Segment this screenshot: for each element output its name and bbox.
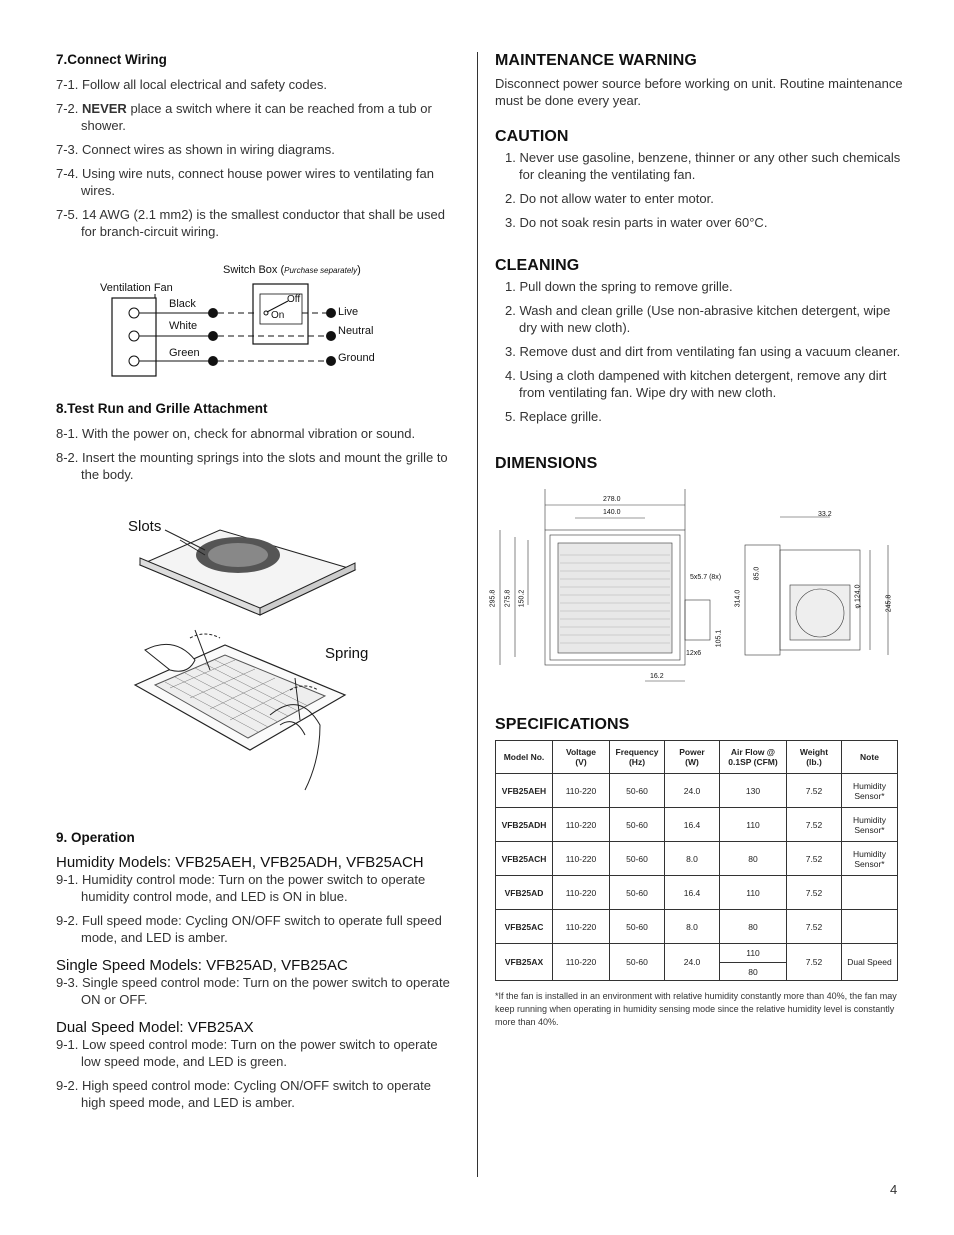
dim-124: φ 124.0 xyxy=(854,584,862,609)
cell-note: Humidity Sensor* xyxy=(842,808,898,842)
cell-weight: 7.52 xyxy=(787,876,842,910)
cell-model: VFB25AEH xyxy=(496,774,553,808)
on-label: On xyxy=(271,310,285,321)
dim-hole: 12x6 xyxy=(686,650,702,657)
dimension-drawing xyxy=(490,485,910,685)
dual-step-2: 9-2. High speed control mode: Cycling ON/OFF switch to operate high speed mode, and LED is amber. xyxy=(56,1078,431,1110)
maintenance-text: Disconnect power source before working on unit. Routine maintenance must be done every year. xyxy=(495,76,903,108)
cell-voltage: 110-220 xyxy=(553,808,610,842)
single-speed-title: Single Speed Models: VFB25AD, VFB25AC xyxy=(56,957,348,974)
caution-title: CAUTION xyxy=(495,128,569,145)
dim-140: 140.0 xyxy=(603,509,621,516)
off-label: Off xyxy=(287,294,301,305)
cell-weight: 7.52 xyxy=(787,774,842,808)
dim-slot: 5x5.7 (8x) xyxy=(690,574,722,581)
ground-label: Ground xyxy=(338,352,375,364)
cell-model: VFB25AX xyxy=(496,944,553,981)
cell-frequency: 50-60 xyxy=(610,774,665,808)
cell-weight: 7.52 xyxy=(787,910,842,944)
black-wire-label: Black xyxy=(169,298,196,310)
wiring-step-2-text: place a switch where it can be reached from a tub or shower. xyxy=(81,101,432,133)
cell-power: 16.4 xyxy=(665,876,720,910)
single-step-1: 9-3. Single speed control mode: Turn on the power switch to operate ON or OFF. xyxy=(56,975,450,1007)
ventilation-fan-label: Ventilation Fan xyxy=(100,282,173,294)
wiring-diagram xyxy=(95,260,395,380)
section-9 xyxy=(56,830,456,1111)
cell-voltage: 110-220 xyxy=(553,944,610,981)
cell-weight: 7.52 xyxy=(787,842,842,876)
right-column xyxy=(495,52,905,425)
cell-model: VFB25ADH xyxy=(496,808,553,842)
cell-voltage: 110-220 xyxy=(553,774,610,808)
cleaning-item-4: 4. Using a cloth dampened with kitchen detergent, remove any dirt from ventilating fan. Wipe dry with new cloth. xyxy=(505,368,887,400)
cell-note xyxy=(842,876,898,910)
cell-frequency: 50-60 xyxy=(610,910,665,944)
cell-model: VFB25ACH xyxy=(496,842,553,876)
cell-voltage: 110-220 xyxy=(553,842,610,876)
caution-item-3: 3. Do not soak resin parts in water over 60°C. xyxy=(505,215,768,230)
spring-label: Spring xyxy=(325,645,369,662)
dim-105: 105.1 xyxy=(715,629,723,648)
section-8-title: 8.Test Run and Grille Attachment xyxy=(56,401,268,416)
cell-power: 8.0 xyxy=(665,910,720,944)
dim-295: 295.8 xyxy=(489,589,497,608)
wiring-step-5: 7-5. 14 AWG (2.1 mm2) is the smallest conductor that shall be used for branch-circuit wiring. xyxy=(56,207,445,239)
header-airflow: Air Flow @ 0.1SP (CFM) xyxy=(720,741,787,774)
footnote: *If the fan is installed in an environment with relative humidity constantly more than 40%, the fan may keep running when operating in humidity sensing mode since the relative humidity level is constantly more than 40%. xyxy=(495,991,897,1027)
table-row xyxy=(496,876,898,910)
specifications-table xyxy=(495,740,898,981)
cell-airflow: 80 xyxy=(720,910,787,944)
dim-85: 85.0 xyxy=(753,566,761,581)
humidity-models-title: Humidity Models: VFB25AEH, VFB25ADH, VFB25ACH xyxy=(56,854,424,871)
cell-airflow-low: 80 xyxy=(720,963,787,981)
humidity-step-2: 9-2. Full speed mode: Cycling ON/OFF switch to operate full speed mode, and LED is amber. xyxy=(56,913,442,945)
white-wire-label: White xyxy=(169,320,198,332)
caution-item-1: 1. Never use gasoline, benzene, thinner or any other such chemicals for cleaning the ventilating fan. xyxy=(505,150,901,182)
specifications-table-wrap xyxy=(495,740,898,981)
cell-weight: 7.52 xyxy=(787,808,842,842)
caution-item-2: 2. Do not allow water to enter motor. xyxy=(505,191,714,206)
cell-frequency: 50-60 xyxy=(610,808,665,842)
table-row xyxy=(496,774,898,808)
left-column xyxy=(56,52,456,240)
section-7-title: 7.Connect Wiring xyxy=(56,52,167,67)
neutral-label: Neutral xyxy=(338,325,374,337)
cleaning-title: CLEANING xyxy=(495,257,580,274)
header-voltage: Voltage (V) xyxy=(553,741,610,774)
cell-frequency: 50-60 xyxy=(610,876,665,910)
dual-step-1: 9-1. Low speed control mode: Turn on the power switch to operate low speed mode, and LED is green. xyxy=(56,1037,438,1069)
cleaning-item-1: 1. Pull down the spring to remove grille. xyxy=(505,279,733,294)
table-row xyxy=(496,944,898,963)
header-note: Note xyxy=(842,741,898,774)
wiring-step-2 xyxy=(56,100,456,134)
wiring-step-2-number: 7-2. xyxy=(56,101,79,116)
cell-airflow: 110 xyxy=(720,808,787,842)
dim-150: 150.2 xyxy=(518,589,526,608)
header-model: Model No. xyxy=(496,741,553,774)
cell-airflow: 80 xyxy=(720,842,787,876)
cleaning-item-3: 3. Remove dust and dirt from ventilating fan using a vacuum cleaner. xyxy=(505,344,901,359)
dim-16: 16.2 xyxy=(650,673,664,680)
cell-model: VFB25AC xyxy=(496,910,553,944)
page-number: 4 xyxy=(890,1182,898,1197)
slots-label: Slots xyxy=(128,518,162,535)
grille-illustration xyxy=(120,510,380,795)
cell-airflow: 110 xyxy=(720,876,787,910)
table-row xyxy=(496,808,898,842)
dual-speed-title: Dual Speed Model: VFB25AX xyxy=(56,1019,254,1036)
header-power: Power (W) xyxy=(665,741,720,774)
cell-note xyxy=(842,910,898,944)
wiring-step-1: 7-1. Follow all local electrical and safety codes. xyxy=(56,77,327,92)
cleaning-item-2: 2. Wash and clean grille (Use non-abrasive kitchen detergent, wipe dry with new cloth). xyxy=(505,303,891,335)
cell-airflow: 130 xyxy=(720,774,787,808)
cell-weight: 7.52 xyxy=(787,944,842,981)
wiring-step-4: 7-4. Using wire nuts, connect house power wires to ventilating fan wires. xyxy=(56,166,434,198)
cell-note: Dual Speed xyxy=(842,944,898,981)
dim-314: 314.0 xyxy=(734,589,742,608)
cell-airflow-high: 110 xyxy=(720,944,787,963)
cell-power: 24.0 xyxy=(665,774,720,808)
cell-model: VFB25AD xyxy=(496,876,553,910)
maintenance-title: MAINTENANCE WARNING xyxy=(495,52,697,69)
humidity-step-1: 9-1. Humidity control mode: Turn on the power switch to operate humidity control mode, and LED is ON in blue. xyxy=(56,872,426,904)
header-frequency: Frequency (Hz) xyxy=(610,741,665,774)
green-wire-label: Green xyxy=(169,347,200,359)
dim-278: 278.0 xyxy=(603,496,621,503)
table-header-row xyxy=(496,741,898,774)
dim-275: 275.8 xyxy=(504,589,512,608)
cell-voltage: 110-220 xyxy=(553,876,610,910)
cell-frequency: 50-60 xyxy=(610,944,665,981)
cell-voltage: 110-220 xyxy=(553,910,610,944)
header-weight: Weight (lb.) xyxy=(787,741,842,774)
cell-power: 24.0 xyxy=(665,944,720,981)
live-label: Live xyxy=(338,306,359,318)
switch-box-label: Switch Box (Purchase separately) xyxy=(223,264,361,276)
section-9-title: 9. Operation xyxy=(56,830,135,845)
column-divider xyxy=(477,52,478,1177)
table-row xyxy=(496,910,898,944)
cleaning-item-5: 5. Replace grille. xyxy=(505,409,602,424)
section-8 xyxy=(56,401,456,483)
dim-245: 245.8 xyxy=(885,594,893,613)
test-step-2: 8-2. Insert the mounting springs into the slots and mount the grille to the body. xyxy=(56,450,448,482)
dim-33: 33.2 xyxy=(818,511,832,518)
cell-power: 8.0 xyxy=(665,842,720,876)
dimensions-title: DIMENSIONS xyxy=(495,455,598,472)
specifications-title: SPECIFICATIONS xyxy=(495,716,630,733)
cell-note: Humidity Sensor* xyxy=(842,774,898,808)
wiring-step-3: 7-3. Connect wires as shown in wiring diagrams. xyxy=(56,142,335,157)
cell-power: 16.4 xyxy=(665,808,720,842)
test-step-1: 8-1. With the power on, check for abnormal vibration or sound. xyxy=(56,426,416,441)
table-row xyxy=(496,842,898,876)
never-emphasis: NEVER xyxy=(82,101,127,116)
cell-note: Humidity Sensor* xyxy=(842,842,898,876)
cell-frequency: 50-60 xyxy=(610,842,665,876)
